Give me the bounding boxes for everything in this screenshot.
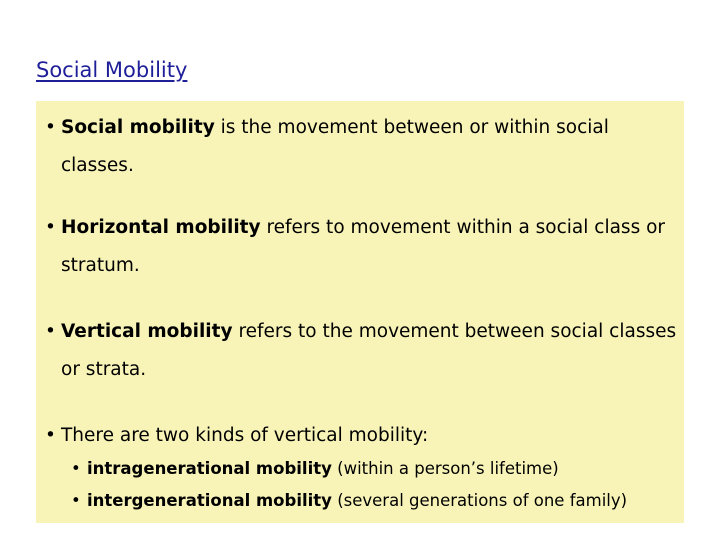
bullet-term: Vertical mobility [61,321,233,342]
bullet-text: refers to movement within a social class or stratum. [61,217,666,276]
bullet-two-kinds [45,417,679,455]
bullet-text: There are two kinds of vertical mobility: [61,425,429,446]
sub-bullet-dot: • [71,491,81,510]
slide-title: Social Mobility [36,58,188,82]
bullet-dot: • [45,217,56,238]
bullet-dot: • [45,425,56,446]
sub-bullet-text: (several generations of one family) [331,491,628,510]
content-box [36,101,684,523]
bullet-dot: • [45,117,56,138]
sub-bullet-intergenerational [71,486,683,516]
bullet-horizontal-mobility [45,209,679,285]
bullet-term: Social mobility [61,117,215,138]
sub-bullet-term: intergenerational mobility [87,491,332,510]
bullet-text: refers to the movement between social classes or strata. [61,321,677,380]
sub-bullet-term: intragenerational mobility [87,459,332,478]
sub-bullet-intragenerational [71,454,683,484]
bullet-vertical-mobility [45,313,679,389]
bullet-term: Horizontal mobility [61,217,261,238]
bullet-text: is the movement between or within social classes. [61,117,609,176]
sub-bullet-dot: • [71,459,81,478]
sub-bullet-text: (within a person’s lifetime) [331,459,559,478]
bullet-dot: • [45,321,56,342]
bullet-social-mobility [45,109,679,185]
